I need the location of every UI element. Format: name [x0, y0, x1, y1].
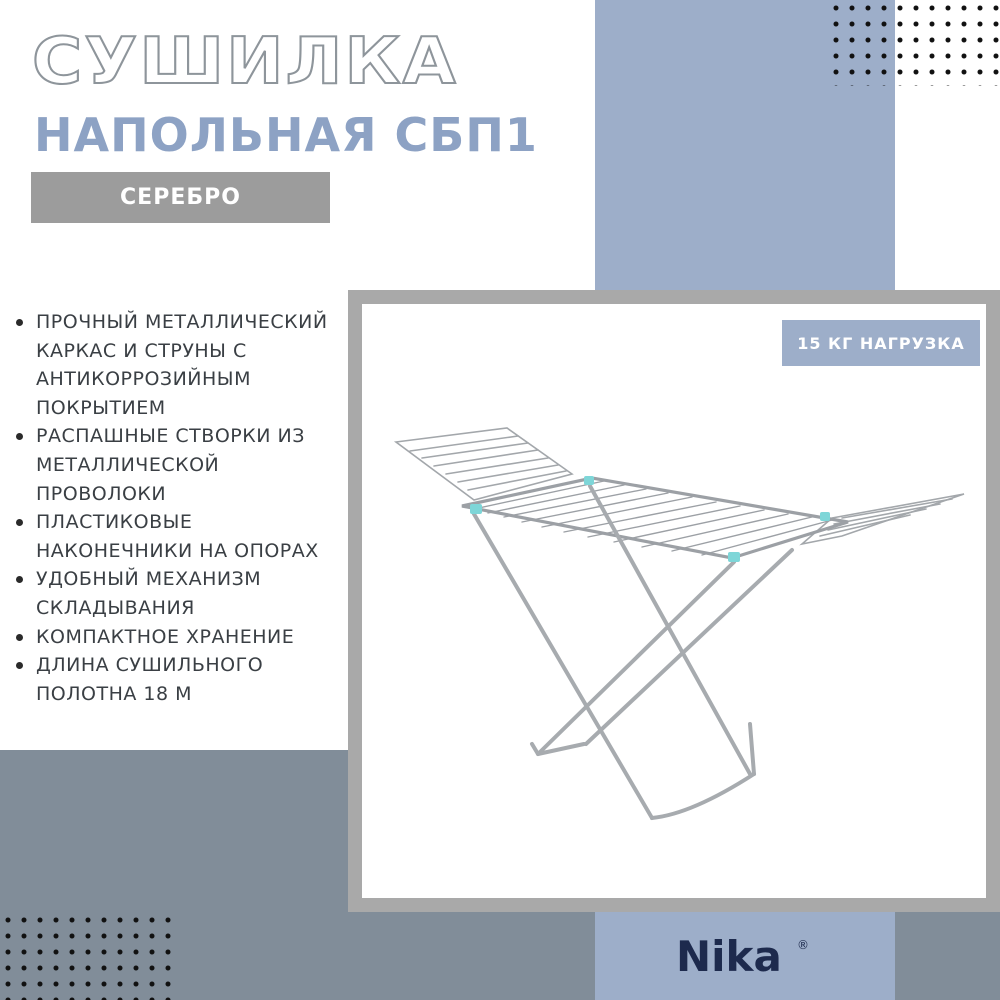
dot-pattern-bottom	[0, 912, 180, 1000]
product-photo	[362, 304, 986, 898]
main-rack	[462, 478, 848, 558]
load-capacity-label: 15 КГ НАГРУЗКА	[797, 333, 965, 353]
feature-item: ДЛИНА СУШИЛЬНОГО ПОЛОТНА 18 М	[12, 651, 352, 708]
dot-pattern-top	[828, 0, 1000, 86]
feature-item: УДОБНЫЙ МЕХАНИЗМ СКЛАДЫВАНИЯ	[12, 565, 352, 622]
feature-item: ПЛАСТИКОВЫЕ НАКОНЕЧНИКИ НА ОПОРАХ	[12, 508, 352, 565]
title-line-2: НАПОЛЬНАЯ СБП1	[34, 108, 538, 162]
feature-item: РАСПАШНЫЕ СТВОРКИ ИЗ МЕТАЛЛИЧЕСКОЙ ПРОВОЛОКИ	[12, 422, 352, 508]
title-line-1: СУШИЛКА	[32, 25, 458, 99]
legs	[474, 486, 792, 818]
feature-list	[12, 308, 352, 708]
color-badge-label: СЕРЕБРО	[120, 185, 241, 210]
clothes-dryer-illustration	[362, 304, 986, 898]
color-badge	[31, 172, 330, 223]
feature-item: КОМПАКТНОЕ ХРАНЕНИЕ	[12, 623, 352, 652]
brand-logo: Nika	[676, 932, 782, 981]
registered-mark: ®	[797, 938, 809, 952]
feature-item: ПРОЧНЫЙ МЕТАЛЛИЧЕСКИЙ КАРКАС И СТРУНЫ С АНТИКОРРОЗИЙНЫМ ПОКРЫТИЕМ	[12, 308, 352, 422]
load-capacity-badge	[782, 320, 980, 366]
